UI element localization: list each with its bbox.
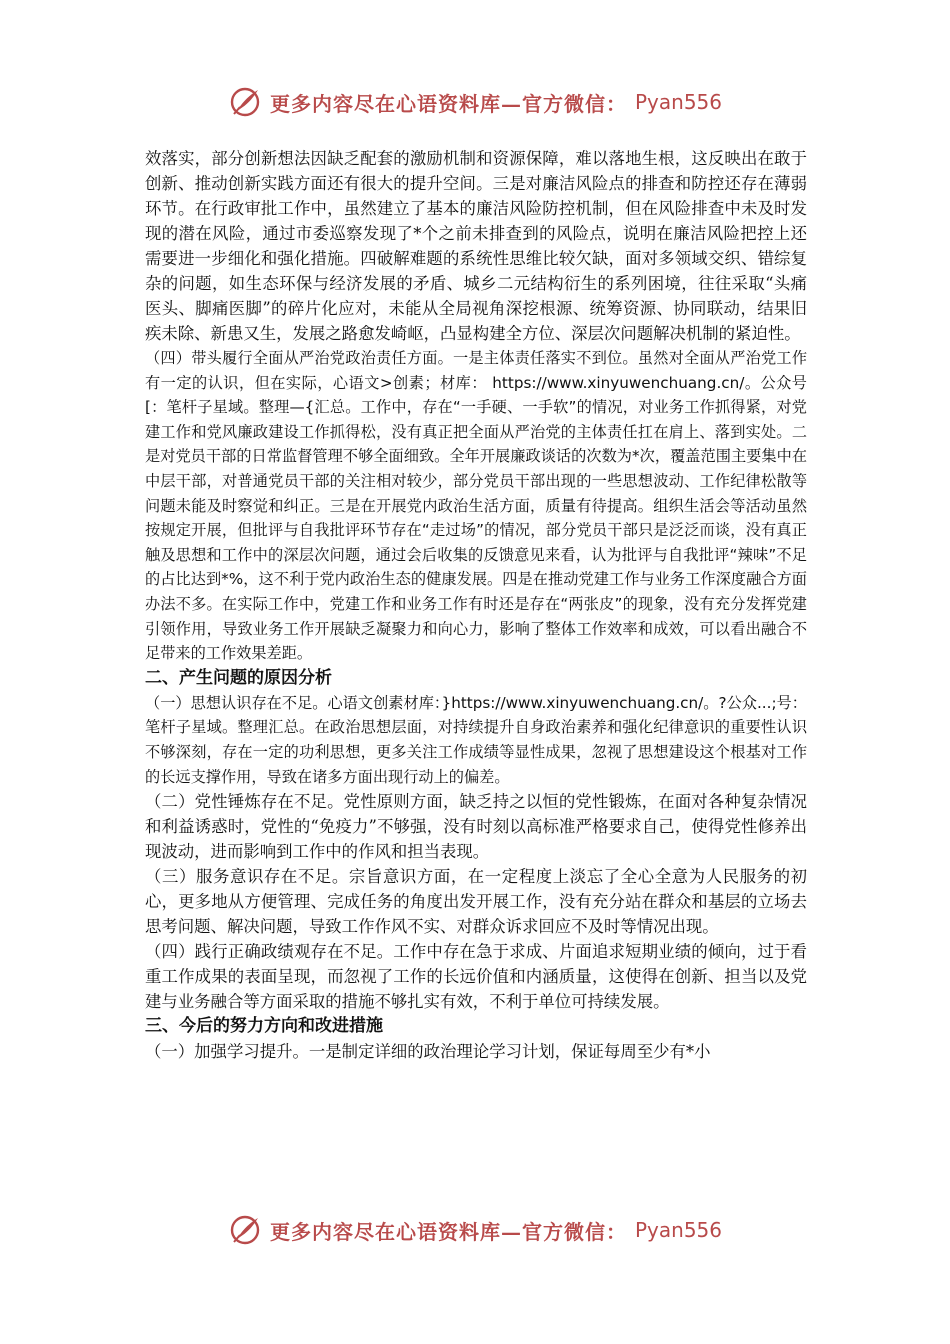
document-body [145, 146, 807, 1064]
section-heading: 二、产生问题的原因分析 [145, 667, 332, 688]
banner-wechat-id: Pyan556 [634, 90, 722, 114]
paragraph: （四）践行正确政绩观存在不足。工作中存在急于求成、片面追求短期业绩的倾向，过于看重工作成果的表面呈现，而忽视了工作的长远价值和内涵质量，这使得在创新、担当以及党建与业务融合等方面采取的措施不够扎实有效，不利于单位可持续发展。 [145, 942, 807, 1012]
quill-logo-icon [228, 1213, 262, 1247]
banner-wechat-id: Pyan556 [634, 1218, 722, 1242]
quill-logo-icon [228, 85, 262, 119]
paragraph: （一）加强学习提升。一是制定详细的政治理论学习计划，保证每周至少有*小 [145, 1042, 711, 1062]
footer-banner [0, 1210, 950, 1250]
header-banner [0, 82, 950, 122]
paragraph: （一）思想认识存在不足。心语文创素材库：}https://www.xinyuwenchuang.cn/。?公众...;号：笔杆子星域。整理汇总。在政治思想层面，对持续提升自身政治素养和强化纪律意识的重要性认识不够深刻，存在一定的功利思想，更多关注工作成绩等显性成果，忽视了思想建设这个根基对工作的长远支撑作用，导致在诸多方面出现行动上的偏差。 [145, 693, 807, 786]
paragraph: （三）服务意识存在不足。宗旨意识方面，在一定程度上淡忘了全心全意为人民服务的初心，更多地从方便管理、完成任务的角度出发开展工作，没有充分站在群众和基层的立场去思考问题、解决问题，导致工作作风不实、对群众诉求回应不及时等情况出现。 [145, 867, 807, 937]
paragraph: （二）党性锤炼存在不足。党性原则方面，缺乏持之以恒的党性锻炼，在面对各种复杂情况和利益诱惑时，党性的“免疫力”不够强，没有时刻以高标准严格要求自己，使得党性修养出现波动，进而影响到工作中的作风和担当表现。 [145, 792, 807, 862]
paragraph: （四）带头履行全面从严治党政治责任方面。一是主体责任落实不到位。虽然对全面从严治党工作有一定的认识，但在实际，心语文>创素；材库： https://www.xinyuwenchuang.cn/。公众号[：笔杆子星域。整理—{汇总。工作中，存在“一手硬、一手软”的情况，对业务工作抓得紧，对党建工作和党风廉政建设工作抓得松，没有真正把全面从严治党的主体责任扛在肩上、落到实处。二是对党员干部的日常监督管理不够全面细致。全年开展廉政谈话的次数为*次，覆盖范围主要集中在中层干部，对普通党员干部的关注相对较少，部分党员干部出现的一些思想波动、工作纪律松散等问题未能及时察觉和纠正。三是在开展党内政治生活方面，质量有待提高。组织生活会等活动虽然按规定开展，但批评与自我批评环节存在“走过场”的情况，部分党员干部只是泛泛而谈，没有真正触及思想和工作中的深层次问题，通过会后收集的反馈意见来看，认为批评与自我批评“辣味”不足的占比达到*%，这不利于党内政治生态的健康发展。四是在推动党建工作与业务工作深度融合方面办法不多。在实际工作中，党建工作和业务工作有时还是存在“两张皮”的现象，没有充分发挥党建引领作用，导致业务工作开展缺乏凝聚力和向心力，影响了整体工作效率和成效，可以看出融合不足带来的工作效果差距。 [145, 349, 807, 663]
section-heading: 三、今后的努力方向和改进措施 [145, 1016, 383, 1037]
banner-text: 更多内容尽在心语资料库—官方微信： [269, 91, 627, 116]
paragraph: 效落实，部分创新想法因缺乏配套的激励机制和资源保障，难以落地生根，这反映出在敢于创新、推动创新实践方面还有很大的提升空间。三是对廉洁风险点的排查和防控还存在薄弱环节。在行政审批工作中，虽然建立了基本的廉洁风险防控机制，但在风险排查中未及时发现的潜在风险，通过市委巡察发现了*个之前未排查到的风险点，说明在廉洁风险把控上还需要进一步细化和强化措施。四破解难题的系统性思维比较欠缺，面对多领域交织、错综复杂的问题，如生态环保与经济发展的矛盾、城乡二元结构衍生的系列困境，往往采取“头痛医头、脚痛医脚”的碎片化应对，未能从全局视角深挖根源、统筹资源、协同联动，结果旧疾未除、新患又生，发展之路愈发崎岖，凸显构建全方位、深层次问题解决机制的紧迫性。 [145, 149, 807, 343]
banner-text: 更多内容尽在心语资料库—官方微信： [269, 1219, 627, 1244]
